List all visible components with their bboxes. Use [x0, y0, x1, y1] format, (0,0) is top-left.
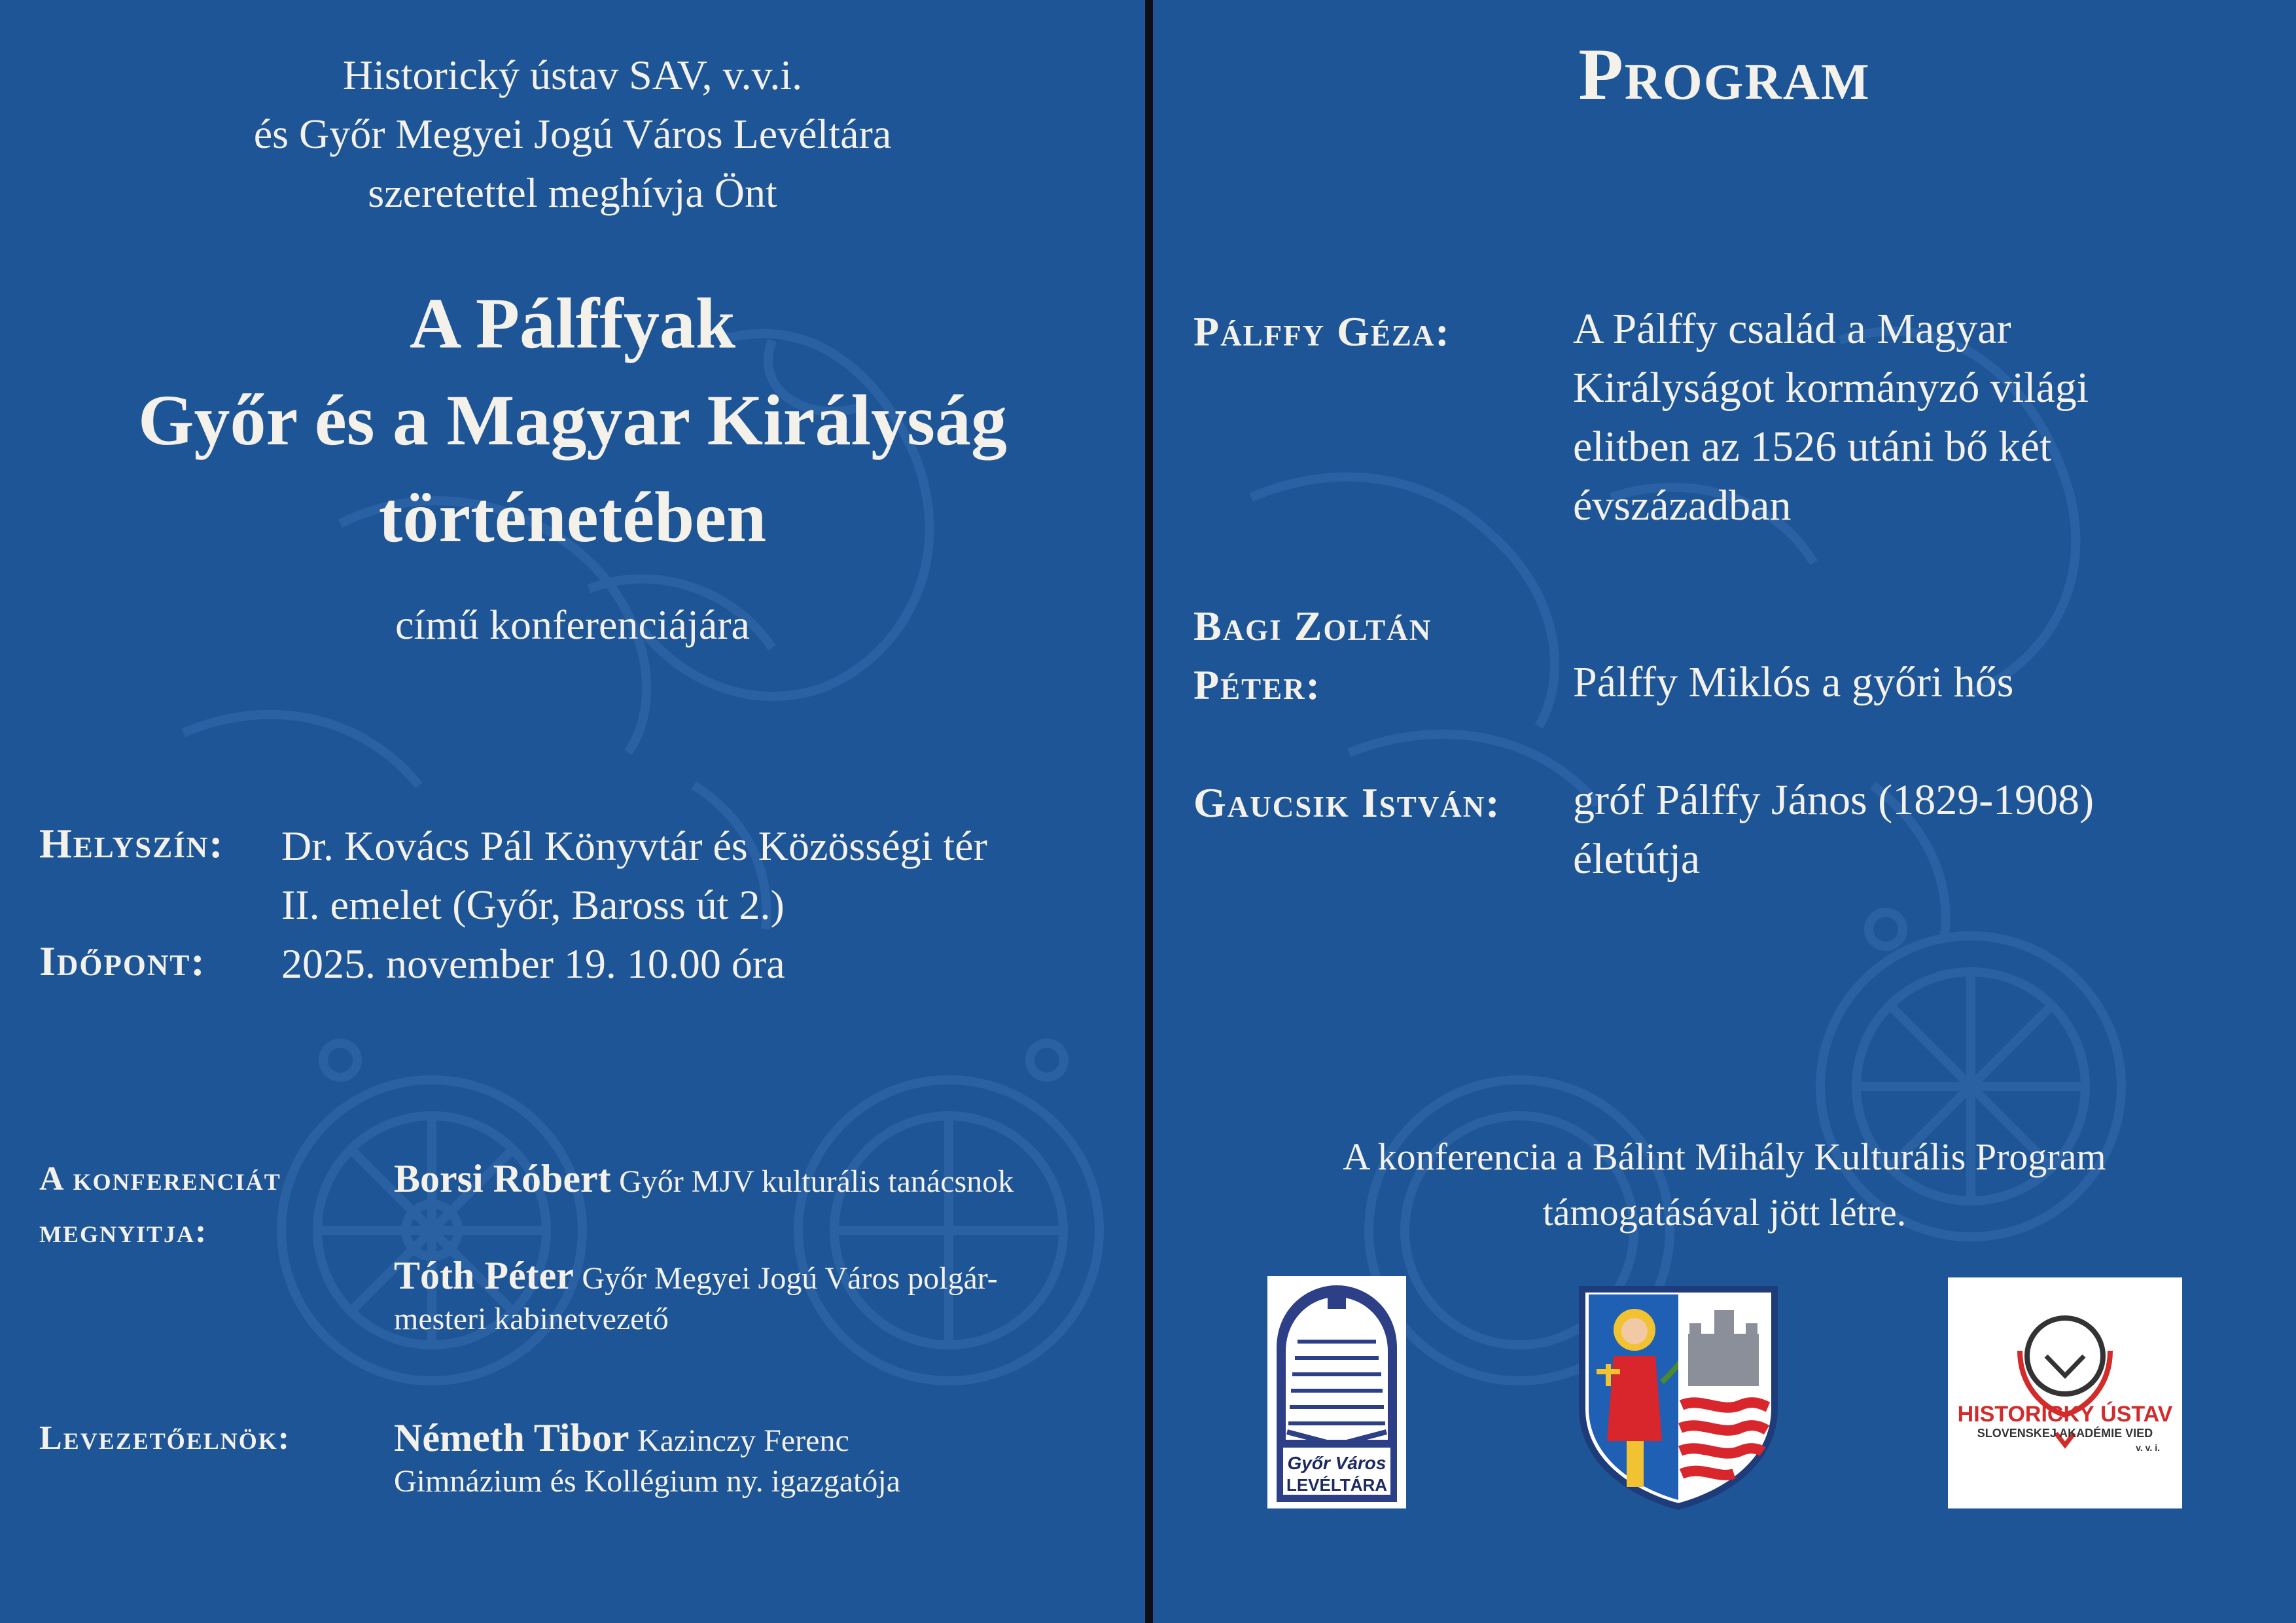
opener-1	[394, 1158, 1101, 1202]
institute-logo-icon	[1948, 1277, 2182, 1508]
inviter-block	[0, 46, 1145, 223]
speaker-2-talk	[1573, 653, 2260, 712]
opening-label	[39, 1153, 281, 1258]
speaker-3-talk	[1573, 771, 2260, 889]
archive-logo	[1267, 1276, 1406, 1508]
talk-line: Pálffy Miklós a győri hős	[1573, 658, 2014, 706]
title-line: történetében	[378, 477, 767, 557]
date-value: 2025. november 19. 10.00 óra	[281, 940, 785, 987]
support-line: A konferencia a Bálint Mihály Kulturális Program	[1343, 1135, 2106, 1178]
page-divider	[1145, 0, 1153, 1623]
opener-name: Tóth Péter	[394, 1254, 574, 1297]
talk-line: A Pálffy család a Magyar	[1573, 305, 2011, 353]
title-line: Győr és a Magyar Királyság	[137, 380, 1007, 460]
institute-logo-line2: SLOVENSKEJ AKADÉMIE VIED	[1977, 1427, 2153, 1440]
institute-logo-line3: v. v. i.	[2136, 1442, 2160, 1453]
talk-line: Királyságot kormányzó világi	[1573, 364, 2089, 412]
left-page	[0, 0, 1145, 1623]
chair-label: Levezetőelnök:	[39, 1419, 291, 1457]
talk-line: életútja	[1573, 835, 1701, 883]
venue-value	[281, 817, 987, 935]
opening-label-line: A konferenciát	[39, 1160, 281, 1198]
program-title: Program	[1578, 34, 1871, 115]
title-line: A Pálffyak	[409, 283, 736, 363]
chair-role-line2: Gimnázium és Kollégium ny. igazgatója	[394, 1464, 901, 1499]
archive-logo-line2: LEVÉLTÁRA	[1286, 1475, 1388, 1495]
inviter-line: Historický ústav SAV, v.v.i.	[342, 52, 803, 98]
speaker-name-line: Bagi Zoltán	[1193, 603, 1432, 649]
talk-line: elitben az 1526 utáni bő két	[1573, 423, 2052, 471]
speaker-2-name	[1193, 597, 1432, 715]
venue-line: II. emelet (Győr, Baross út 2.)	[281, 882, 785, 928]
opener-name: Borsi Róbert	[394, 1157, 611, 1200]
right-page	[1153, 0, 2296, 1623]
support-line: támogatásával jött létre.	[1542, 1191, 1907, 1234]
opener-2	[394, 1255, 1101, 1340]
chair-person	[394, 1418, 1101, 1502]
archive-logo-line1: Győr Város	[1287, 1453, 1386, 1473]
talk-line: gróf Pálffy János (1829-1908)	[1573, 776, 2094, 824]
venue-line: Dr. Kovács Pál Könyvtár és Közösségi tér	[281, 823, 987, 869]
opener-role: Győr MJV kulturális tanácsnok	[619, 1164, 1014, 1199]
opening-label-line: megnyitja:	[39, 1213, 208, 1250]
institute-logo	[1948, 1277, 2182, 1508]
speaker-1-name: Pálffy Géza:	[1193, 308, 1451, 355]
opener-role: Győr Megyei Jogú Város polgár-	[582, 1261, 998, 1296]
inviter-line: és Győr Megyei Jogú Város Levéltára	[253, 111, 892, 157]
talk-line: évszázadban	[1573, 482, 1792, 529]
opener-role-line2: mesteri kabinetvezető	[394, 1302, 669, 1336]
speaker-name-line: Péter:	[1193, 662, 1321, 708]
coat-of-arms-logo	[1570, 1271, 1786, 1513]
support-note	[1153, 1129, 2296, 1240]
coat-of-arms-icon	[1570, 1271, 1786, 1513]
watermark-emblem-left	[0, 0, 1145, 1623]
chair-name: Németh Tibor	[394, 1416, 629, 1459]
chair-role: Kazinczy Ferenc	[637, 1423, 849, 1458]
venue-label: Helyszín:	[39, 820, 224, 866]
inviter-line: szeretettel meghívja Önt	[368, 169, 777, 216]
conference-title	[0, 275, 1145, 565]
date-label: Időpont:	[39, 938, 206, 984]
speaker-3-name: Gaucsik István:	[1193, 779, 1501, 826]
conference-subtitle: című konferenciájára	[395, 601, 750, 648]
institute-logo-line1: HISTORICKÝ ÚSTAV	[1957, 1402, 2173, 1427]
speaker-1-talk	[1573, 300, 2260, 535]
